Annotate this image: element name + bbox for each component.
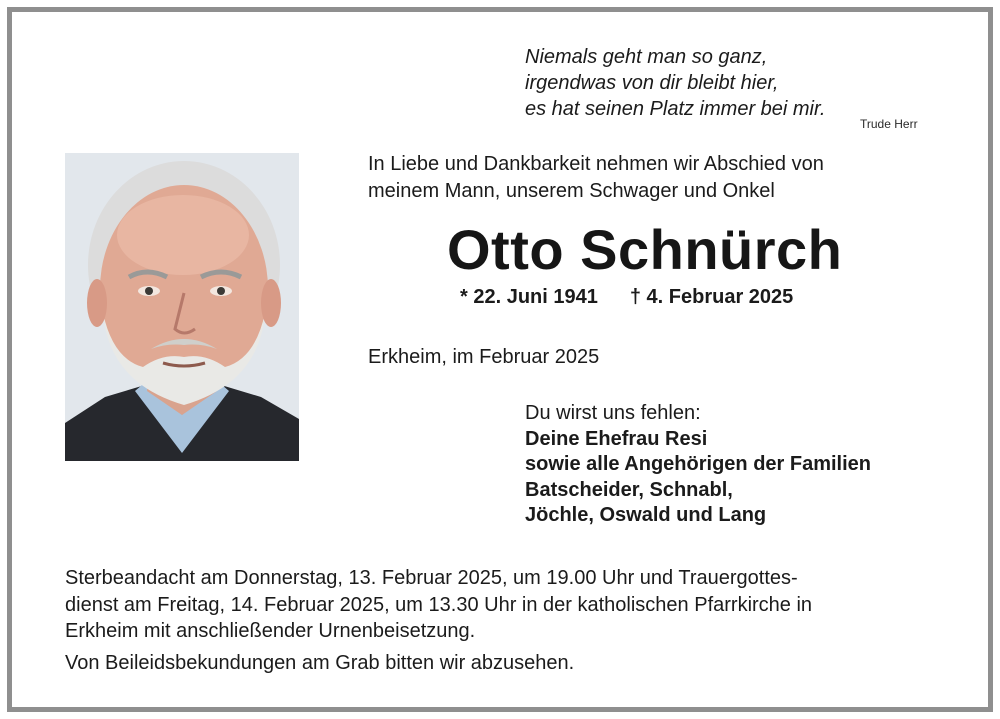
service-info — [65, 565, 812, 645]
life-dates — [460, 286, 793, 309]
mourner-line: sowie alle Angehörigen der Familien — [525, 453, 872, 475]
closing-note: Von Beileidsbekundungen am Grab bitten wir abzusehen. — [65, 652, 575, 674]
intro-text — [368, 151, 824, 205]
mourner-line: Deine Ehefrau Resi — [525, 427, 708, 450]
service-line: Sterbeandacht am Donnerstag, 13. Februar 2025, um 19.00 Uhr und Trauergottes- — [65, 567, 798, 589]
service-line: dienst am Freitag, 14. Februar 2025, um 13.30 Uhr in der katholischen Pfarrkirche in — [65, 593, 813, 616]
farewell-intro: Du wirst uns fehlen: — [525, 402, 701, 424]
intro-line: meinem Mann, unserem Schwager und Onkel — [368, 180, 775, 202]
birth-date: * 22. Juni 1941 — [460, 286, 598, 308]
quote-line: es hat seinen Platz immer bei mir. — [525, 98, 826, 120]
portrait-photo — [65, 153, 299, 461]
mourner-line: Batscheider, Schnabl, — [525, 478, 733, 501]
quote-author: Trude Herr — [860, 117, 918, 131]
intro-line: In Liebe und Dankbarkeit nehmen wir Abschied von — [368, 153, 824, 175]
place-date: Erkheim, im Februar 2025 — [368, 346, 600, 368]
mourner-line: Jöchle, Oswald und Lang — [525, 504, 767, 526]
death-date: † 4. Februar 2025 — [629, 286, 794, 308]
quote-line: Niemals geht man so ganz, — [525, 46, 768, 68]
quote-line: irgendwas von dir bleibt hier, — [525, 72, 779, 94]
farewell-block — [525, 401, 871, 529]
deceased-name: Otto Schnürch — [447, 218, 843, 281]
quote — [525, 44, 825, 122]
service-line: Erkheim mit anschließender Urnenbeisetzung. — [65, 620, 476, 642]
